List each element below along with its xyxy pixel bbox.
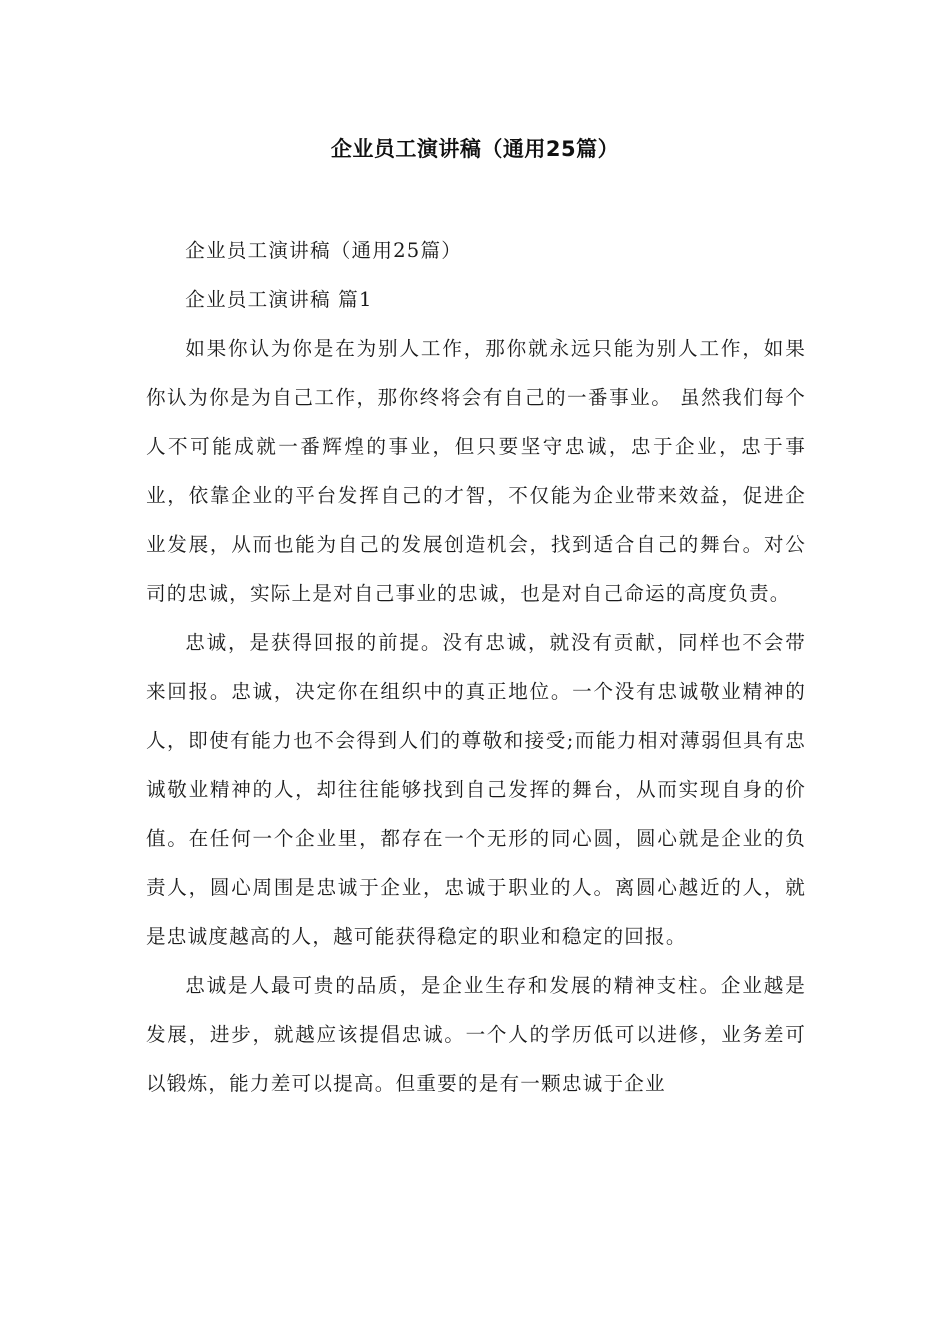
body-paragraph: 如果你认为你是在为别人工作，那你就永远只能为别人工作，如果你认为你是为自己工作，那你终将会有自己的一番事业。 虽然我们每个人不可能成就一番辉煌的事业，但只要坚守忠诚，忠于企业，忠于事业，依靠企业的平台发挥自己的才智，不仅能为企业带来效益，促进企业发展，从而也能为自己的发展创造机会，找到适合自己的舞台。对公司的忠诚，实际上是对自己事业的忠诚，也是对自己命运的高度负责。 xyxy=(146,337,806,605)
document-title: 企业员工演讲稿（通用25篇） xyxy=(330,137,620,161)
body-paragraph: 忠诚是人最可贵的品质，是企业生存和发展的精神支柱。企业越是发展，进步，就越应该提倡忠诚。一个人的学历低可以进修，业务差可以锻炼，能力差可以提高。但重要的是有一颗忠诚于企业 xyxy=(146,974,806,1095)
subtitle-line: 企业员工演讲稿（通用25篇） xyxy=(185,239,463,262)
document-body xyxy=(146,226,806,1108)
section-heading: 企业员工演讲稿 篇1 xyxy=(185,288,373,311)
body-paragraph: 忠诚，是获得回报的前提。没有忠诚，就没有贡献，同样也不会带来回报。忠诚，决定你在组织中的真正地位。一个没有忠诚敬业精神的人，即使有能力也不会得到人们的尊敬和接受;而能力相对薄弱但具有忠诚敬业精神的人，却往往能够找到自己发挥的舞台，从而实现自身的价值。在任何一个企业里，都存在一个无形的同心圆，圆心就是企业的负责人，圆心周围是忠诚于企业，忠诚于职业的人。离圆心越近的人，就是忠诚度越高的人，越可能获得稳定的职业和稳定的回报。 xyxy=(146,631,806,948)
